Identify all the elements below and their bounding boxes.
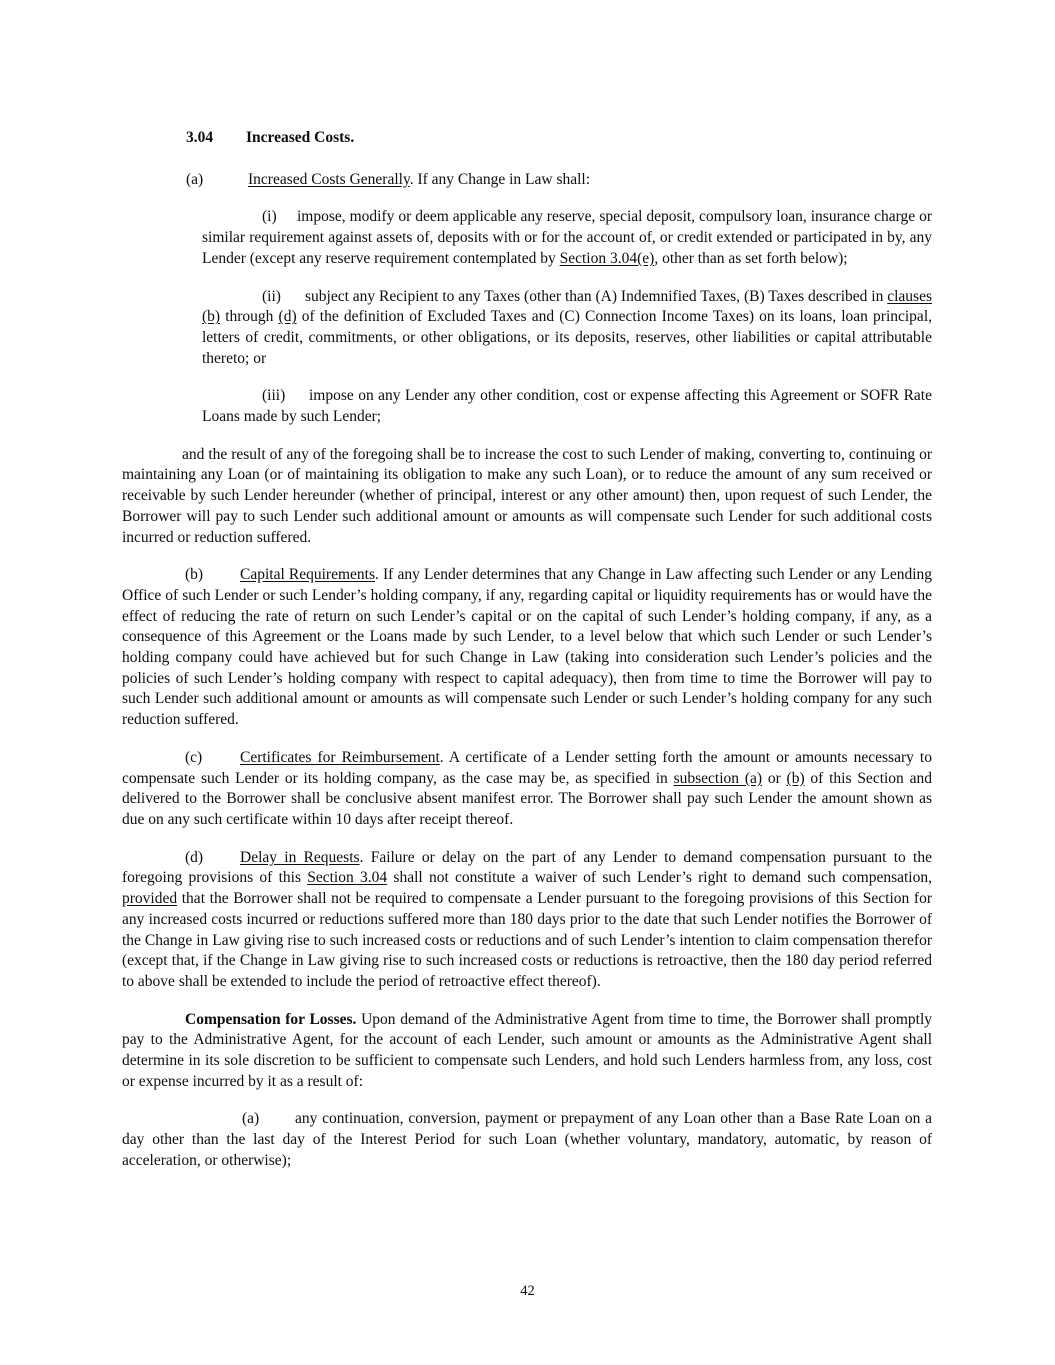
cross-reference-subsection-a: subsection (a) bbox=[673, 769, 763, 787]
cross-reference-section-304e: Section 3.04(e) bbox=[559, 249, 655, 267]
document-body bbox=[122, 128, 932, 1189]
clause-c-heading: Certificates for Reimbursement bbox=[240, 748, 440, 766]
clause-i-label: (i) bbox=[262, 208, 277, 226]
paragraph-b bbox=[122, 565, 932, 731]
clause-ii-text-end: of the definition of Excluded Taxes and (C) Connection Income Taxes) on its loans, loan principal, letters of credit, commitments, or other obligations, or its deposits, reserves, other liabilities or capital attributable thereto; or bbox=[202, 308, 932, 367]
clause-a-text: . If any Change in Law shall: bbox=[409, 170, 591, 188]
clause-d-label: (d) bbox=[185, 848, 204, 866]
clause-i-text: impose, modify or deem applicable any reserve, special deposit, compulsory loan, insurance charge or similar requirement against assets of, deposits with or for the account of, or credit extended or participated in by, any Lender (except any reserve requirement contemplated by bbox=[202, 208, 932, 267]
cross-reference-d: (d) bbox=[278, 308, 297, 326]
compensation-for-losses-heading: Compensation for Losses. bbox=[185, 1010, 357, 1028]
section-heading bbox=[186, 128, 932, 149]
paragraph-a-intro bbox=[186, 170, 932, 191]
cross-reference-b: (b) bbox=[786, 769, 805, 787]
page-number: 42 bbox=[520, 1283, 535, 1299]
clause-c-label: (c) bbox=[185, 748, 203, 766]
clause-b-text: . If any Lender determines that any Change in Law affecting such Lender or any Lending Office of such Lender or such Lender’s holding company, if any, regarding capital or liquidity requirements has or would have the effect of reducing the rate of return on such Lender’s capital or on the capital of such Lender’s holding company, if any, as a consequence of this Agreement or the Loans made by such Lender, to a level below that which such Lender or such Lender’s holding company could have achieved but for such Change in Law (taking into consideration such Lender’s policies and the policies of such Lender’s holding company with respect to capital adequacy), then from time to time the Borrower will pay to such Lender such additional amount or amounts as will compensate such Lender or such Lender’s holding company for any such reduction suffered. bbox=[122, 566, 933, 729]
clause-d-text-2: shall not constitute a waiver of such Lender’s right to demand such compensation, bbox=[387, 869, 932, 887]
losses-clause-a-label: (a) bbox=[242, 1110, 260, 1128]
clause-b-heading: Capital Requirements bbox=[240, 566, 375, 584]
losses-clause-a-text: any continuation, conversion, payment or prepayment of any Loan other than a Base Rate Loan on a day other than the last day of the Interest Period for such Loan (whether voluntary, mandatory, automatic, by reason of acceleration, or otherwise); bbox=[122, 1110, 932, 1169]
clause-ii-label: (ii) bbox=[262, 287, 281, 305]
clause-c-text-end: of this Section and delivered to the Borrower shall be conclusive absent manifest error. The Borrower shall pay such Lender the amount shown as due on any such certificate within 10 days after receipt thereof. bbox=[122, 769, 932, 828]
clause-ii-text: subject any Recipient to any Taxes (other than (A) Indemnified Taxes, (B) Taxes described in bbox=[305, 287, 888, 305]
section-number: 3.04 bbox=[186, 129, 214, 146]
clause-d-text-end: that the Borrower shall not be required to compensate a Lender pursuant to the foregoing provisions of this Section for any increased costs incurred or reductions suffered more than 180 days prior to the date that such Lender notifies the Borrower of the Change in Law giving rise to such increased costs or reductions and of such Lender’s intention to claim compensation therefor (except that, if the Change in Law giving rise to such increased costs or reductions is retroactive, then the 180 day period referred to above shall be extended to include the period of retroactive effect thereof). bbox=[122, 890, 932, 990]
clause-i-text-end: , other than as set forth below); bbox=[654, 249, 848, 267]
clause-iii bbox=[202, 386, 932, 427]
clause-d-heading: Delay in Requests bbox=[240, 848, 360, 866]
clause-c-text-2: or bbox=[762, 769, 787, 787]
defined-term-provided: provided bbox=[122, 890, 178, 908]
clause-d-text: . Failure or delay on the part of any Lender to demand compensation pursuant to the foregoing provisions of this bbox=[122, 848, 932, 887]
clause-a-label: (a) bbox=[186, 170, 204, 188]
paragraph-c bbox=[122, 748, 932, 831]
clause-a-heading: Increased Costs Generally bbox=[248, 170, 410, 188]
compensation-for-losses-text: Upon demand of the Administrative Agent from time to time, the Borrower shall promptly pay to the Administrative Agent, for the account of each Lender, such amount or amounts as the Administrative Agent shall determine in its sole discretion to be sufficient to compensate such Lenders, and hold such Lenders harmless from, any loss, cost or expense incurred by it as a result of: bbox=[122, 1010, 933, 1090]
paragraph-result: and the result of any of the foregoing shall be to increase the cost to such Lender of making, converting to, continuing or maintaining any Loan (or of maintaining its obligation to make any such Loan), or to reduce the amount of any sum received or receivable by such Lender hereunder (whether of principal, interest or any other amount) then, upon request of such Lender, the Borrower will pay to such Lender such additional amount or amounts as will compensate such Lender for such additional costs incurred or reduction suffered. bbox=[122, 445, 932, 546]
section-title: Increased Costs. bbox=[246, 129, 355, 146]
clause-i bbox=[202, 207, 932, 269]
paragraph-compensation-for-losses bbox=[122, 1010, 932, 1093]
clause-iii-label: (iii) bbox=[262, 387, 286, 405]
clause-c-text: . A certificate of a Lender setting forth the amount or amounts necessary to compensate such Lender or its holding company, as the case may be, as specified in bbox=[122, 748, 932, 787]
cross-reference-section-304: Section 3.04 bbox=[307, 869, 388, 887]
paragraph-d bbox=[122, 848, 932, 993]
losses-clause-a bbox=[122, 1109, 932, 1171]
clause-iii-text: impose on any Lender any other condition, cost or expense affecting this Agreement or SOFR Rate Loans made by such Lender; bbox=[202, 387, 932, 426]
clause-b-label: (b) bbox=[185, 566, 204, 584]
clause-ii-text-2: through bbox=[220, 308, 279, 326]
clause-ii bbox=[202, 287, 932, 370]
cross-reference-clauses-b: clauses (b) bbox=[202, 287, 932, 326]
